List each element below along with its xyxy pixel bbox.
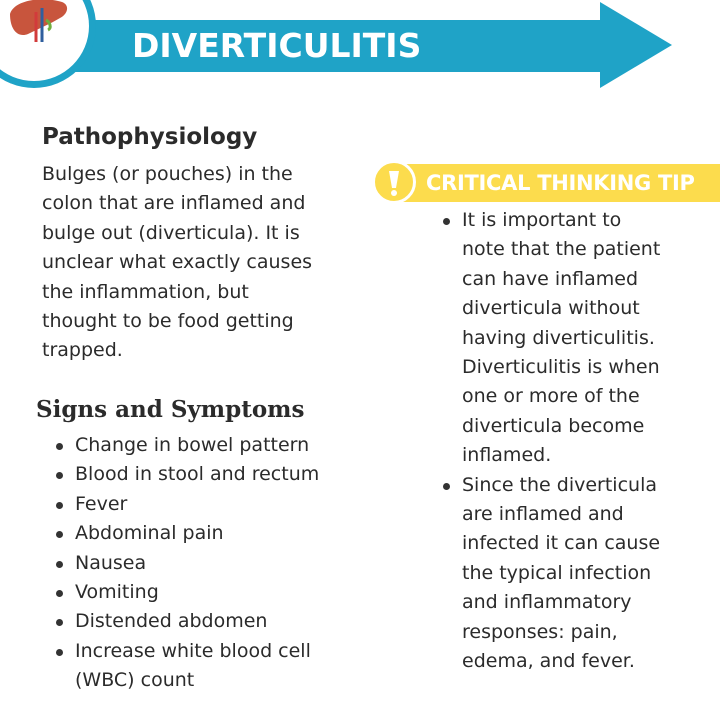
title-banner bbox=[0, 0, 720, 100]
list-item: Distended abdomen bbox=[75, 607, 375, 636]
list-item: Since the diverticula are inflamed and infected it can cause the typical infection and inflammatory responses: pain, edema, and fever. bbox=[462, 471, 712, 677]
bullet-icon bbox=[56, 619, 63, 626]
text-line: unclear what exactly causes bbox=[42, 251, 313, 274]
pathophysiology-text bbox=[42, 160, 362, 366]
list-item: Vomiting bbox=[75, 578, 375, 607]
list-item: Change in bowel pattern bbox=[75, 431, 375, 460]
text-line: bulge out (diverticula). It is bbox=[42, 221, 300, 244]
signs-list bbox=[75, 431, 375, 696]
tip-label: CRITICAL THINKING TIP bbox=[426, 171, 695, 195]
liver-icon bbox=[0, 0, 98, 90]
list-item: Abdominal pain bbox=[75, 519, 375, 548]
bullet-icon bbox=[56, 531, 63, 538]
page-title: DIVERTICULITIS bbox=[132, 26, 422, 65]
bullet-icon bbox=[443, 218, 450, 225]
list-item: Nausea bbox=[75, 549, 375, 578]
list-item: Blood in stool and rectum bbox=[75, 460, 375, 489]
tip-list bbox=[462, 206, 712, 677]
list-item: Fever bbox=[75, 490, 375, 519]
bullet-icon bbox=[56, 502, 63, 509]
pathophysiology-heading: Pathophysiology bbox=[42, 124, 258, 150]
pathophysiology-section bbox=[42, 118, 362, 366]
text-line: thought to be food getting bbox=[42, 310, 294, 333]
signs-heading: Signs and Symptoms bbox=[36, 396, 305, 423]
bullet-icon bbox=[56, 590, 63, 597]
exclamation-icon bbox=[372, 160, 416, 204]
bullet-icon bbox=[56, 649, 63, 656]
text-line: Bulges (or pouches) in the bbox=[42, 163, 293, 185]
bullet-icon bbox=[443, 483, 450, 490]
list-item: Increase white blood cell (WBC) count bbox=[75, 637, 375, 696]
text-line: the inflammation, but bbox=[42, 280, 249, 303]
bullet-icon bbox=[56, 443, 63, 450]
text-line: trapped. bbox=[42, 339, 123, 362]
list-item: It is important to note that the patient can have inflamed diverticula without having diverticulitis. Diverticulitis is when one or more of the diverticula become inflamed. bbox=[462, 206, 712, 471]
text-line: colon that are inflamed and bbox=[42, 192, 306, 215]
critical-thinking-tip-bar bbox=[372, 160, 720, 206]
bullet-icon bbox=[56, 472, 63, 479]
bullet-icon bbox=[56, 561, 63, 568]
